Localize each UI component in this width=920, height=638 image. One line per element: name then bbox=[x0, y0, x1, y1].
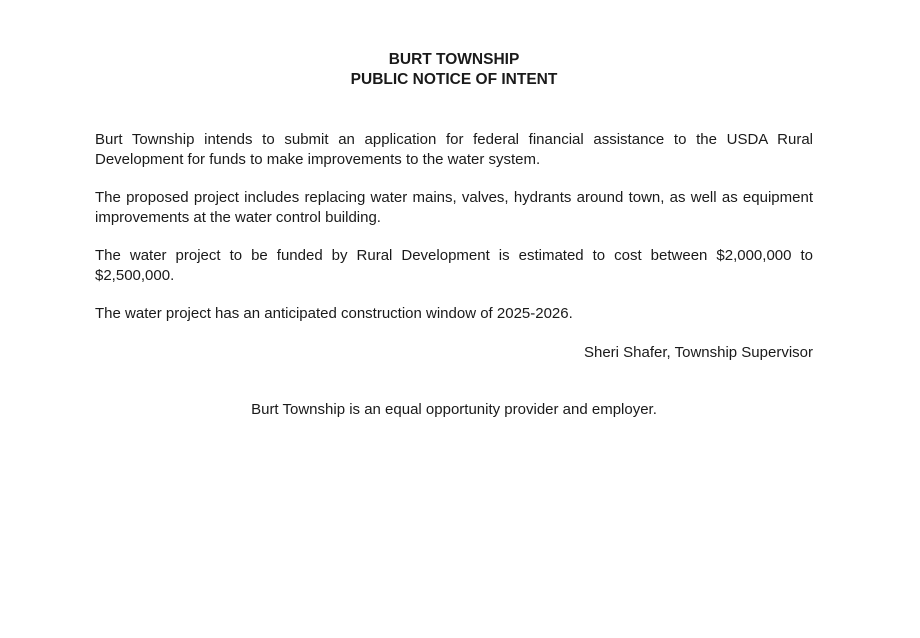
equal-opportunity-statement: Burt Township is an equal opportunity provider and employer. bbox=[251, 401, 657, 418]
document-title bbox=[95, 50, 813, 90]
title-line-notice: PUBLIC NOTICE OF INTENT bbox=[350, 71, 558, 88]
title-line-township: BURT TOWNSHIP bbox=[388, 51, 520, 68]
paragraph-proposed-project: The proposed project includes replacing water mains, valves, hydrants around town, as well as equipment improvements at the water control building. bbox=[95, 189, 813, 226]
paragraph-estimated-cost: The water project to be funded by Rural Development is estimated to cost between $2,000,000 to $2,500,000. bbox=[95, 247, 813, 284]
paragraph-construction-window: The water project has an anticipated construction window of 2025-2026. bbox=[95, 305, 573, 322]
paragraph-application-intent: Burt Township intends to submit an application for federal financial assistance to the USDA Rural Development for funds to make improvements to the water system. bbox=[95, 131, 813, 168]
signature-supervisor: Sheri Shafer, Township Supervisor bbox=[583, 343, 813, 361]
